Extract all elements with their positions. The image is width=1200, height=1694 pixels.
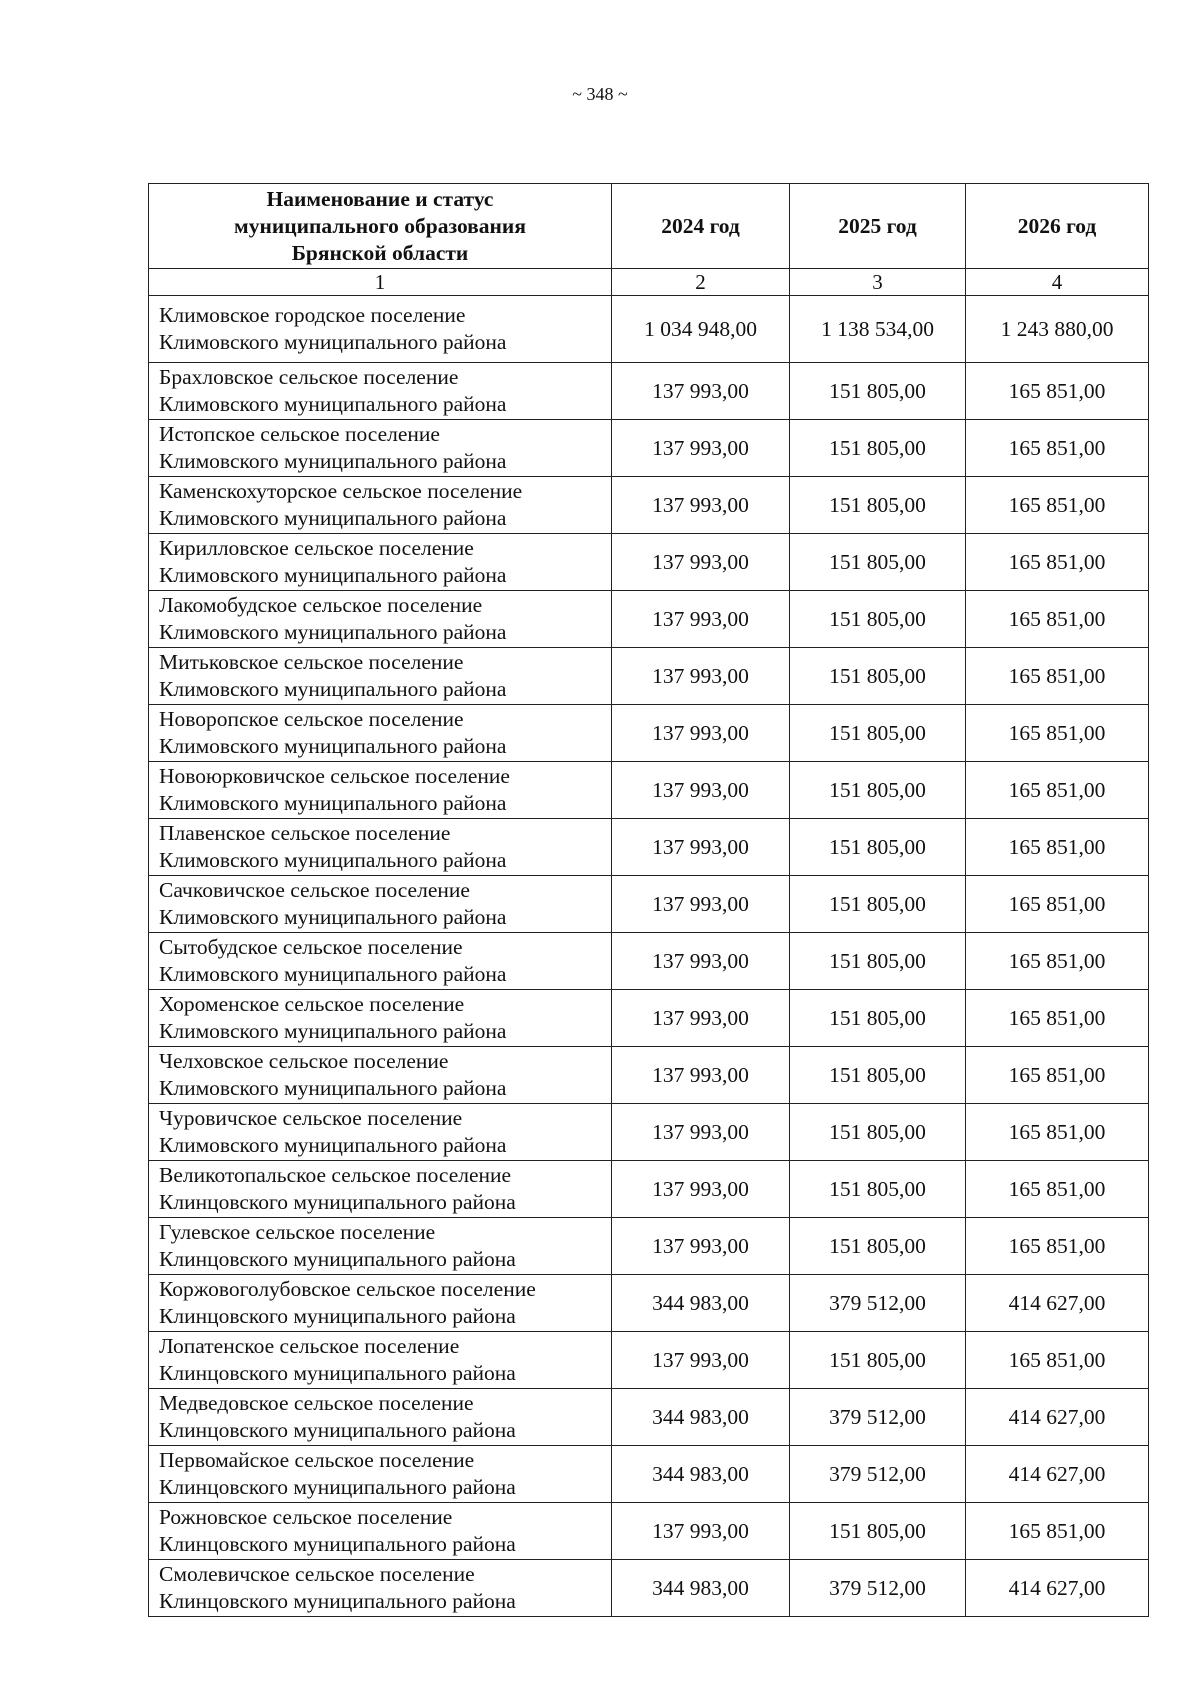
municipality-name [149,296,612,363]
table-row [149,296,1149,363]
column-number: 4 [966,269,1149,296]
municipality-name [149,1161,612,1218]
value-2024: 137 993,00 [612,819,790,876]
table-header-row [149,184,1149,269]
value-2024: 137 993,00 [612,420,790,477]
table-row [149,705,1149,762]
value-2025: 151 805,00 [790,534,966,591]
municipality-name-line: Рожновское сельское поселение [159,1505,453,1529]
header-name-line: муниципального образования [234,213,526,238]
municipality-name-line: Сытобудское сельское поселение [159,935,463,959]
table-row [149,591,1149,648]
municipality-name-line: Хороменское сельское поселение [159,992,465,1016]
municipality-name-line: Климовского муниципального района [159,1019,507,1043]
municipality-name [149,363,612,420]
municipality-name-line: Великотопальское сельское поселение [159,1163,512,1187]
municipality-name-line: Лакомобудское сельское поселение [159,593,483,617]
municipality-name-line: Климовского муниципального района [159,791,507,815]
municipality-name-line: Коржовоголубовское сельское поселение [159,1277,536,1301]
value-2025: 151 805,00 [790,819,966,876]
municipality-name [149,534,612,591]
value-2024: 137 993,00 [612,1503,790,1560]
municipality-name-line: Кирилловское сельское поселение [159,536,474,560]
value-2025: 151 805,00 [790,933,966,990]
header-2024: 2024 год [612,184,790,269]
value-2025: 379 512,00 [790,1389,966,1446]
municipality-name-line: Медведовское сельское поселение [159,1391,474,1415]
municipality-name [149,705,612,762]
value-2024: 137 993,00 [612,534,790,591]
municipality-name-line: Климовского муниципального района [159,734,507,758]
table-row [149,990,1149,1047]
value-2025: 1 138 534,00 [790,296,966,363]
value-2024: 1 034 948,00 [612,296,790,363]
municipality-name-line: Плавенское сельское поселение [159,821,451,845]
table-row [149,477,1149,534]
municipality-name [149,1047,612,1104]
header-2026: 2026 год [966,184,1149,269]
municipality-name [149,1218,612,1275]
municipality-name-line: Клинцовского муниципального района [159,1418,516,1442]
table-row [149,1446,1149,1503]
value-2025: 151 805,00 [790,762,966,819]
municipality-name-line: Брахловское сельское поселение [159,365,459,389]
value-2024: 137 993,00 [612,1332,790,1389]
value-2024: 137 993,00 [612,1047,790,1104]
municipality-name [149,1503,612,1560]
value-2026: 165 851,00 [966,648,1149,705]
municipality-name-line: Чуровичское сельское поселение [159,1106,463,1130]
value-2026: 165 851,00 [966,591,1149,648]
column-number: 3 [790,269,966,296]
table-row [149,420,1149,477]
value-2026: 165 851,00 [966,876,1149,933]
value-2025: 151 805,00 [790,876,966,933]
value-2026: 165 851,00 [966,1503,1149,1560]
municipality-name [149,1389,612,1446]
value-2025: 151 805,00 [790,705,966,762]
table-row [149,1332,1149,1389]
value-2024: 137 993,00 [612,705,790,762]
table-row [149,1047,1149,1104]
table-row [149,1218,1149,1275]
municipality-name [149,876,612,933]
municipality-name-line: Климовского муниципального района [159,392,507,416]
municipality-name-line: Климовского муниципального района [159,620,507,644]
column-number: 1 [149,269,612,296]
municipality-name-line: Климовского муниципального района [159,905,507,929]
municipality-name-line: Клинцовского муниципального района [159,1532,516,1556]
value-2025: 151 805,00 [790,648,966,705]
table-row [149,1389,1149,1446]
value-2025: 151 805,00 [790,420,966,477]
value-2025: 151 805,00 [790,990,966,1047]
municipality-name-line: Климовского муниципального района [159,449,507,473]
municipality-name-line: Первомайское сельское поселение [159,1448,475,1472]
value-2025: 151 805,00 [790,477,966,534]
value-2026: 165 851,00 [966,990,1149,1047]
municipality-name [149,477,612,534]
value-2024: 137 993,00 [612,648,790,705]
value-2025: 151 805,00 [790,591,966,648]
value-2024: 137 993,00 [612,933,790,990]
municipality-name [149,819,612,876]
municipality-name [149,1332,612,1389]
municipality-name-line: Климовского муниципального района [159,1133,507,1157]
municipality-name-line: Смолевичское сельское поселение [159,1562,475,1586]
value-2026: 165 851,00 [966,819,1149,876]
value-2026: 414 627,00 [966,1275,1149,1332]
municipality-name-line: Клинцовского муниципального района [159,1190,516,1214]
municipality-name [149,648,612,705]
table-row [149,1104,1149,1161]
municipality-name [149,1104,612,1161]
value-2026: 165 851,00 [966,933,1149,990]
value-2025: 151 805,00 [790,1332,966,1389]
value-2024: 137 993,00 [612,477,790,534]
value-2025: 379 512,00 [790,1275,966,1332]
column-number: 2 [612,269,790,296]
value-2024: 344 983,00 [612,1446,790,1503]
header-name-line: Брянской области [291,240,469,265]
municipality-name [149,1446,612,1503]
value-2026: 165 851,00 [966,363,1149,420]
value-2024: 137 993,00 [612,1218,790,1275]
municipality-name [149,1275,612,1332]
municipality-name-line: Климовское городское поселение [159,303,466,327]
value-2026: 165 851,00 [966,1332,1149,1389]
table-row [149,1275,1149,1332]
municipality-name-line: Истопское сельское поселение [159,422,440,446]
value-2026: 165 851,00 [966,420,1149,477]
value-2024: 137 993,00 [612,762,790,819]
table-row [149,534,1149,591]
value-2025: 151 805,00 [790,1047,966,1104]
column-number-row [149,269,1149,296]
page-number: ~ 348 ~ [572,84,628,104]
municipality-name-line: Челховское сельское поселение [159,1049,449,1073]
value-2026: 1 243 880,00 [966,296,1149,363]
municipality-name-line: Климовского муниципального района [159,506,507,530]
value-2026: 165 851,00 [966,705,1149,762]
table-row [149,762,1149,819]
value-2024: 137 993,00 [612,591,790,648]
municipality-name-line: Клинцовского муниципального района [159,1475,516,1499]
value-2026: 165 851,00 [966,1218,1149,1275]
municipality-name-line: Клинцовского муниципального района [159,1589,516,1613]
municipality-name [149,591,612,648]
value-2025: 151 805,00 [790,363,966,420]
value-2024: 344 983,00 [612,1275,790,1332]
value-2026: 165 851,00 [966,1104,1149,1161]
municipality-name-line: Сачковичское сельское поселение [159,878,470,902]
table-row [149,363,1149,420]
table-row [149,648,1149,705]
value-2026: 165 851,00 [966,534,1149,591]
table-row [149,876,1149,933]
municipality-name-line: Климовского муниципального района [159,848,507,872]
value-2025: 151 805,00 [790,1503,966,1560]
value-2026: 414 627,00 [966,1389,1149,1446]
value-2026: 165 851,00 [966,477,1149,534]
municipality-name [149,933,612,990]
municipality-name-line: Климовского муниципального района [159,330,507,354]
value-2026: 414 627,00 [966,1446,1149,1503]
municipality-name [149,762,612,819]
value-2024: 344 983,00 [612,1389,790,1446]
municipality-name-line: Лопатенское сельское поселение [159,1334,460,1358]
table-row [149,1560,1149,1617]
header-name-line: Наименование и статус [266,186,494,211]
municipality-name-line: Климовского муниципального района [159,563,507,587]
value-2026: 414 627,00 [966,1560,1149,1617]
municipality-name-line: Клинцовского муниципального района [159,1304,516,1328]
value-2026: 165 851,00 [966,1161,1149,1218]
value-2025: 151 805,00 [790,1218,966,1275]
municipality-name-line: Клинцовского муниципального района [159,1361,516,1385]
municipality-name-line: Митьковское сельское поселение [159,650,464,674]
value-2024: 344 983,00 [612,1560,790,1617]
value-2025: 379 512,00 [790,1560,966,1617]
value-2024: 137 993,00 [612,363,790,420]
municipality-name-line: Климовского муниципального района [159,677,507,701]
municipality-name-line: Гулевское сельское поселение [159,1220,436,1244]
value-2025: 379 512,00 [790,1446,966,1503]
municipality-name-line: Климовского муниципального района [159,1076,507,1100]
value-2024: 137 993,00 [612,1104,790,1161]
table-row [149,1503,1149,1560]
municipality-name-line: Каменскохуторское сельское поселение [159,479,523,503]
municipality-name-line: Новоюрковичское сельское поселение [159,764,510,788]
value-2026: 165 851,00 [966,1047,1149,1104]
value-2024: 137 993,00 [612,876,790,933]
budget-table [148,183,1149,1617]
value-2024: 137 993,00 [612,990,790,1047]
table-row [149,933,1149,990]
municipality-name-line: Новоропское сельское поселение [159,707,464,731]
value-2025: 151 805,00 [790,1161,966,1218]
municipality-name-line: Клинцовского муниципального района [159,1247,516,1271]
value-2026: 165 851,00 [966,762,1149,819]
table-row [149,1161,1149,1218]
municipality-name-line: Климовского муниципального района [159,962,507,986]
table-row [149,819,1149,876]
municipality-name [149,990,612,1047]
table-body [149,296,1149,1617]
municipality-name [149,1560,612,1617]
municipality-name [149,420,612,477]
header-2025: 2025 год [790,184,966,269]
value-2024: 137 993,00 [612,1161,790,1218]
header-municipality [149,184,612,269]
value-2025: 151 805,00 [790,1104,966,1161]
